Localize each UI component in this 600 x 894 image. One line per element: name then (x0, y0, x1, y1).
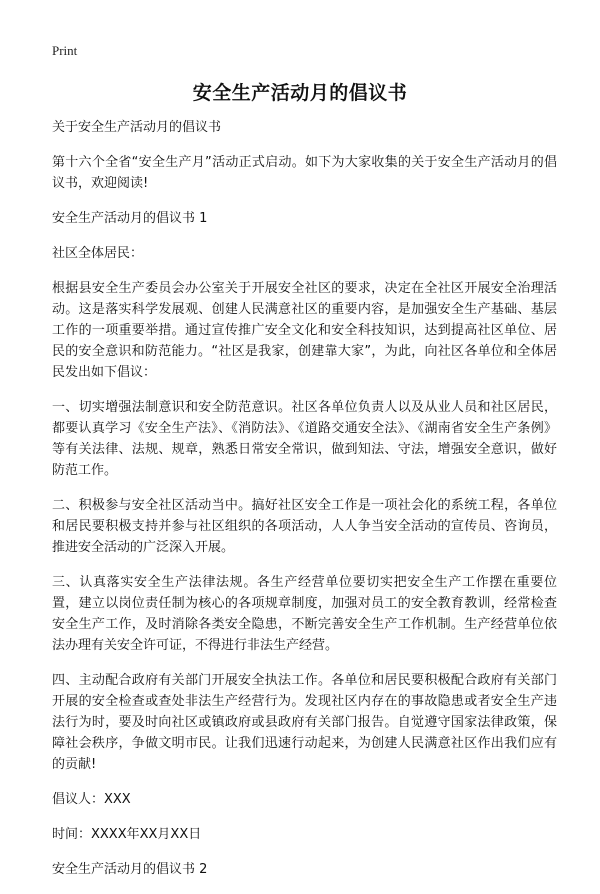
paragraph-1: 根据县安全生产委员会办公室关于开展安全社区的要求，决定在全社区开展安全治理活动。这是落实科学发展观、创建人民满意社区的重要内容，是加强安全生产基础、基层工作的一项重要举措。通过宣传推广安全文化和安全科技知识，达到提高社区单位、居民的安全意识和防范能力。“社区是我家，创建靠大家”，为此，向社区各单位和全体居民发出如下倡议： (52, 281, 557, 380)
page-title: 安全生产活动月的倡议书 (192, 82, 408, 104)
paragraph-5: 四、主动配合政府有关部门开展安全执法工作。各单位和居民要积极配合政府有关部门开展的安全检查或查处非法生产经营行为。发现社区内存在的事故隐患或者安全生产违法行为时，要及时向社区或镇政府或县政府有关部门报告。自觉遵守国家法律政策，保障社会秩序，争做文明市民。让我们迅速行动起来，为创建人民满意社区作出我们应有的贡献! (52, 673, 557, 772)
intro-heading: 关于安全生产活动月的倡议书 (52, 120, 222, 135)
section-heading-2: 安全生产活动月的倡议书 2 (52, 862, 208, 877)
section-heading-1: 安全生产活动月的倡议书 1 (52, 211, 208, 226)
article-body (52, 117, 557, 894)
paragraph-3: 二、积极参与安全社区活动当中。搞好社区安全工作是一项社会化的系统工程，各单位和居民要积极支持并参与社区组织的各项活动，人人争当安全活动的宣传员、咨询员，推进安全活动的广泛深入开展。 (52, 498, 557, 555)
salutation: 社区全体居民： (52, 246, 144, 261)
paragraph-4: 三、认真落实安全生产法律法规。各生产经营单位要切实把安全生产工作摆在重要位置，建立以岗位责任制为核心的各项规章制度，加强对员工的安全教育教训，经常检查安全生产工作，及时消除各类安全隐患，不断完善安全生产工作机制。生产经营单位依法办理有关安全许可证，不得进行非法生产经营。 (52, 575, 557, 653)
date-line: 时间：XXXX年XX月XX日 (52, 827, 202, 842)
proposer: 倡议人：XXX (52, 792, 131, 807)
paragraph-2: 一、切实增强法制意识和安全防范意识。社区各单位负责人以及从业人员和社区居民，都要认真学习《安全生产法》、《消防法》、《道路交通安全法》、《湖南省安全生产条例》等有关法律、法规、规章，熟悉日常安全常识，做到知法、守法，增强安全意识，做好防范工作。 (52, 400, 557, 478)
print-link[interactable]: Print (52, 43, 78, 58)
intro-text: 第十六个全省“安全生产月”活动正式启动。如下为大家收集的关于安全生产活动月的倡议书，欢迎阅读! (52, 155, 557, 191)
